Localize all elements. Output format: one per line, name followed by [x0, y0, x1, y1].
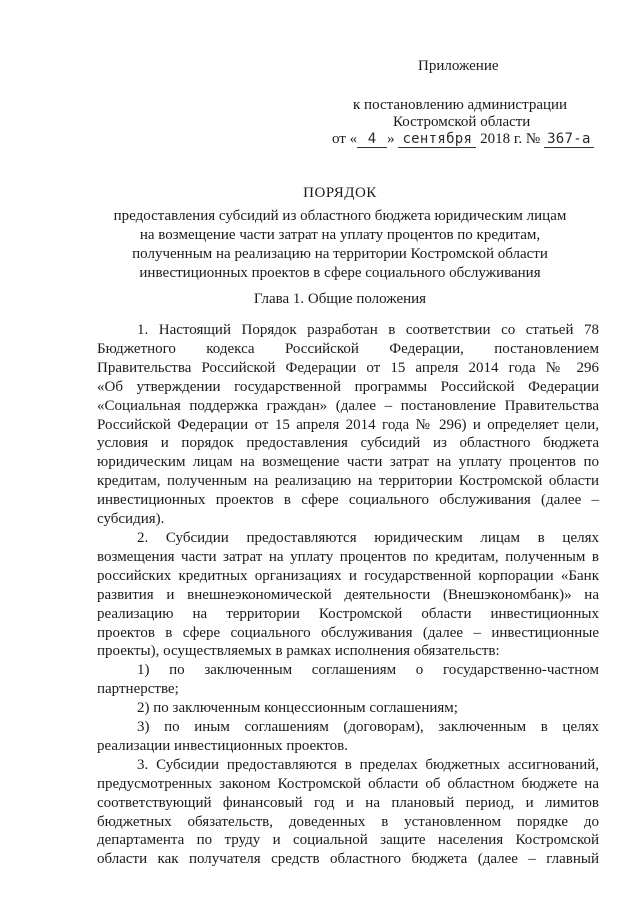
- body-line: предусмотренных законом Костромской области об областном бюджете на: [97, 775, 599, 792]
- body-line: условия и порядок предоставления субсидий из областного бюджета: [97, 435, 599, 452]
- body-line: «Социальная поддержка граждан» (далее – постановление Правительства: [97, 397, 599, 414]
- body-line: кредитам, полученным на реализацию на территории Костромской области: [97, 473, 599, 490]
- body-line: Правительства Российской Федерации от 15 апреля 2014 года № 296: [97, 359, 599, 376]
- number-field: [544, 131, 594, 148]
- body-line: партнерстве;: [97, 681, 179, 698]
- body-line: «Об утверждении государственной программы Российской Федерации: [97, 378, 599, 395]
- body-line: бюджетных обязательств, доведенных в установленном порядке до: [97, 813, 599, 830]
- resolution-date-line: [332, 130, 594, 148]
- document-title: ПОРЯДОК: [303, 185, 377, 201]
- handwritten-day: 4: [367, 131, 377, 147]
- subtitle-line: полученным на реализацию на территории Костромской области: [132, 246, 548, 262]
- body-line: инвестиционных проектов в сфере социального обслуживания (далее –: [97, 492, 599, 509]
- date-mid: »: [387, 131, 395, 147]
- body-line: проекты), осуществляемых в рамках исполнения обязательств:: [97, 643, 500, 660]
- body-line: 1) по заключенным соглашениям о государственно-частном: [137, 662, 599, 679]
- region-name: Костромской области: [393, 114, 531, 130]
- body-line: 2. Субсидии предоставляются юридическим лицам в целях: [137, 529, 599, 546]
- chapter-heading: Глава 1. Общие положения: [253, 291, 427, 307]
- subtitle-line: предоставления субсидий из областного бюджета юридическим лицам: [113, 208, 567, 224]
- body-line: соответствующий финансовый год и на плановый период, и лимитов: [97, 794, 599, 811]
- document-body: [97, 321, 599, 869]
- body-line: Бюджетного кодекса Российской Федерации, постановлением: [97, 340, 599, 357]
- body-line: проектов в сфере социального обслуживания (далее – инвестиционные: [97, 624, 599, 641]
- body-line: юридическим лицам на возмещение части затрат на уплату процентов по: [97, 454, 599, 471]
- body-line: субсидия).: [97, 511, 165, 528]
- body-line: 3. Субсидии предоставляются в пределах бюджетных ассигнований,: [137, 756, 599, 773]
- body-line: возмещения части затрат на уплату процентов по кредитам, полученным в: [97, 548, 599, 565]
- body-line: реализации инвестиционных проектов.: [97, 737, 348, 754]
- appendix-label: Приложение: [418, 58, 499, 74]
- resolution-reference: к постановлению администрации: [353, 97, 568, 113]
- body-line: 3) по иным соглашениям (договорам), заключенным в целях: [137, 719, 599, 736]
- date-prefix: от «: [332, 131, 358, 147]
- body-line: области как получателя средств областного бюджета (далее – главный: [97, 851, 599, 868]
- body-line: 2) по заключенным концессионным соглашениям;: [137, 700, 458, 717]
- body-line: развития и внешнеэкономической деятельности (Внешэкономбанк)» на: [97, 586, 599, 603]
- year-and-number-label: 2018 г. №: [480, 131, 541, 147]
- month-field: [398, 131, 476, 148]
- handwritten-number: 367-а: [547, 131, 591, 147]
- body-line: реализацию на территории Костромской области инвестиционных: [97, 605, 599, 622]
- handwritten-month: сентября: [402, 131, 473, 147]
- day-field: [357, 131, 387, 148]
- body-line: Российской Федерации от 15 апреля 2014 года № 296) и определяет цели,: [97, 416, 599, 433]
- body-line: российских кредитных организациях и государственной корпорации «Банк: [97, 567, 599, 584]
- body-line: 1. Настоящий Порядок разработан в соответствии со статьей 78: [137, 322, 599, 338]
- subtitle-line: на возмещение части затрат на уплату процентов по кредитам,: [139, 227, 541, 243]
- document-subtitle: [60, 207, 620, 283]
- body-line: департамента по труду и социальной защите населения Костромской: [97, 832, 599, 849]
- subtitle-line: инвестиционных проектов в сфере социального обслуживания: [139, 265, 541, 281]
